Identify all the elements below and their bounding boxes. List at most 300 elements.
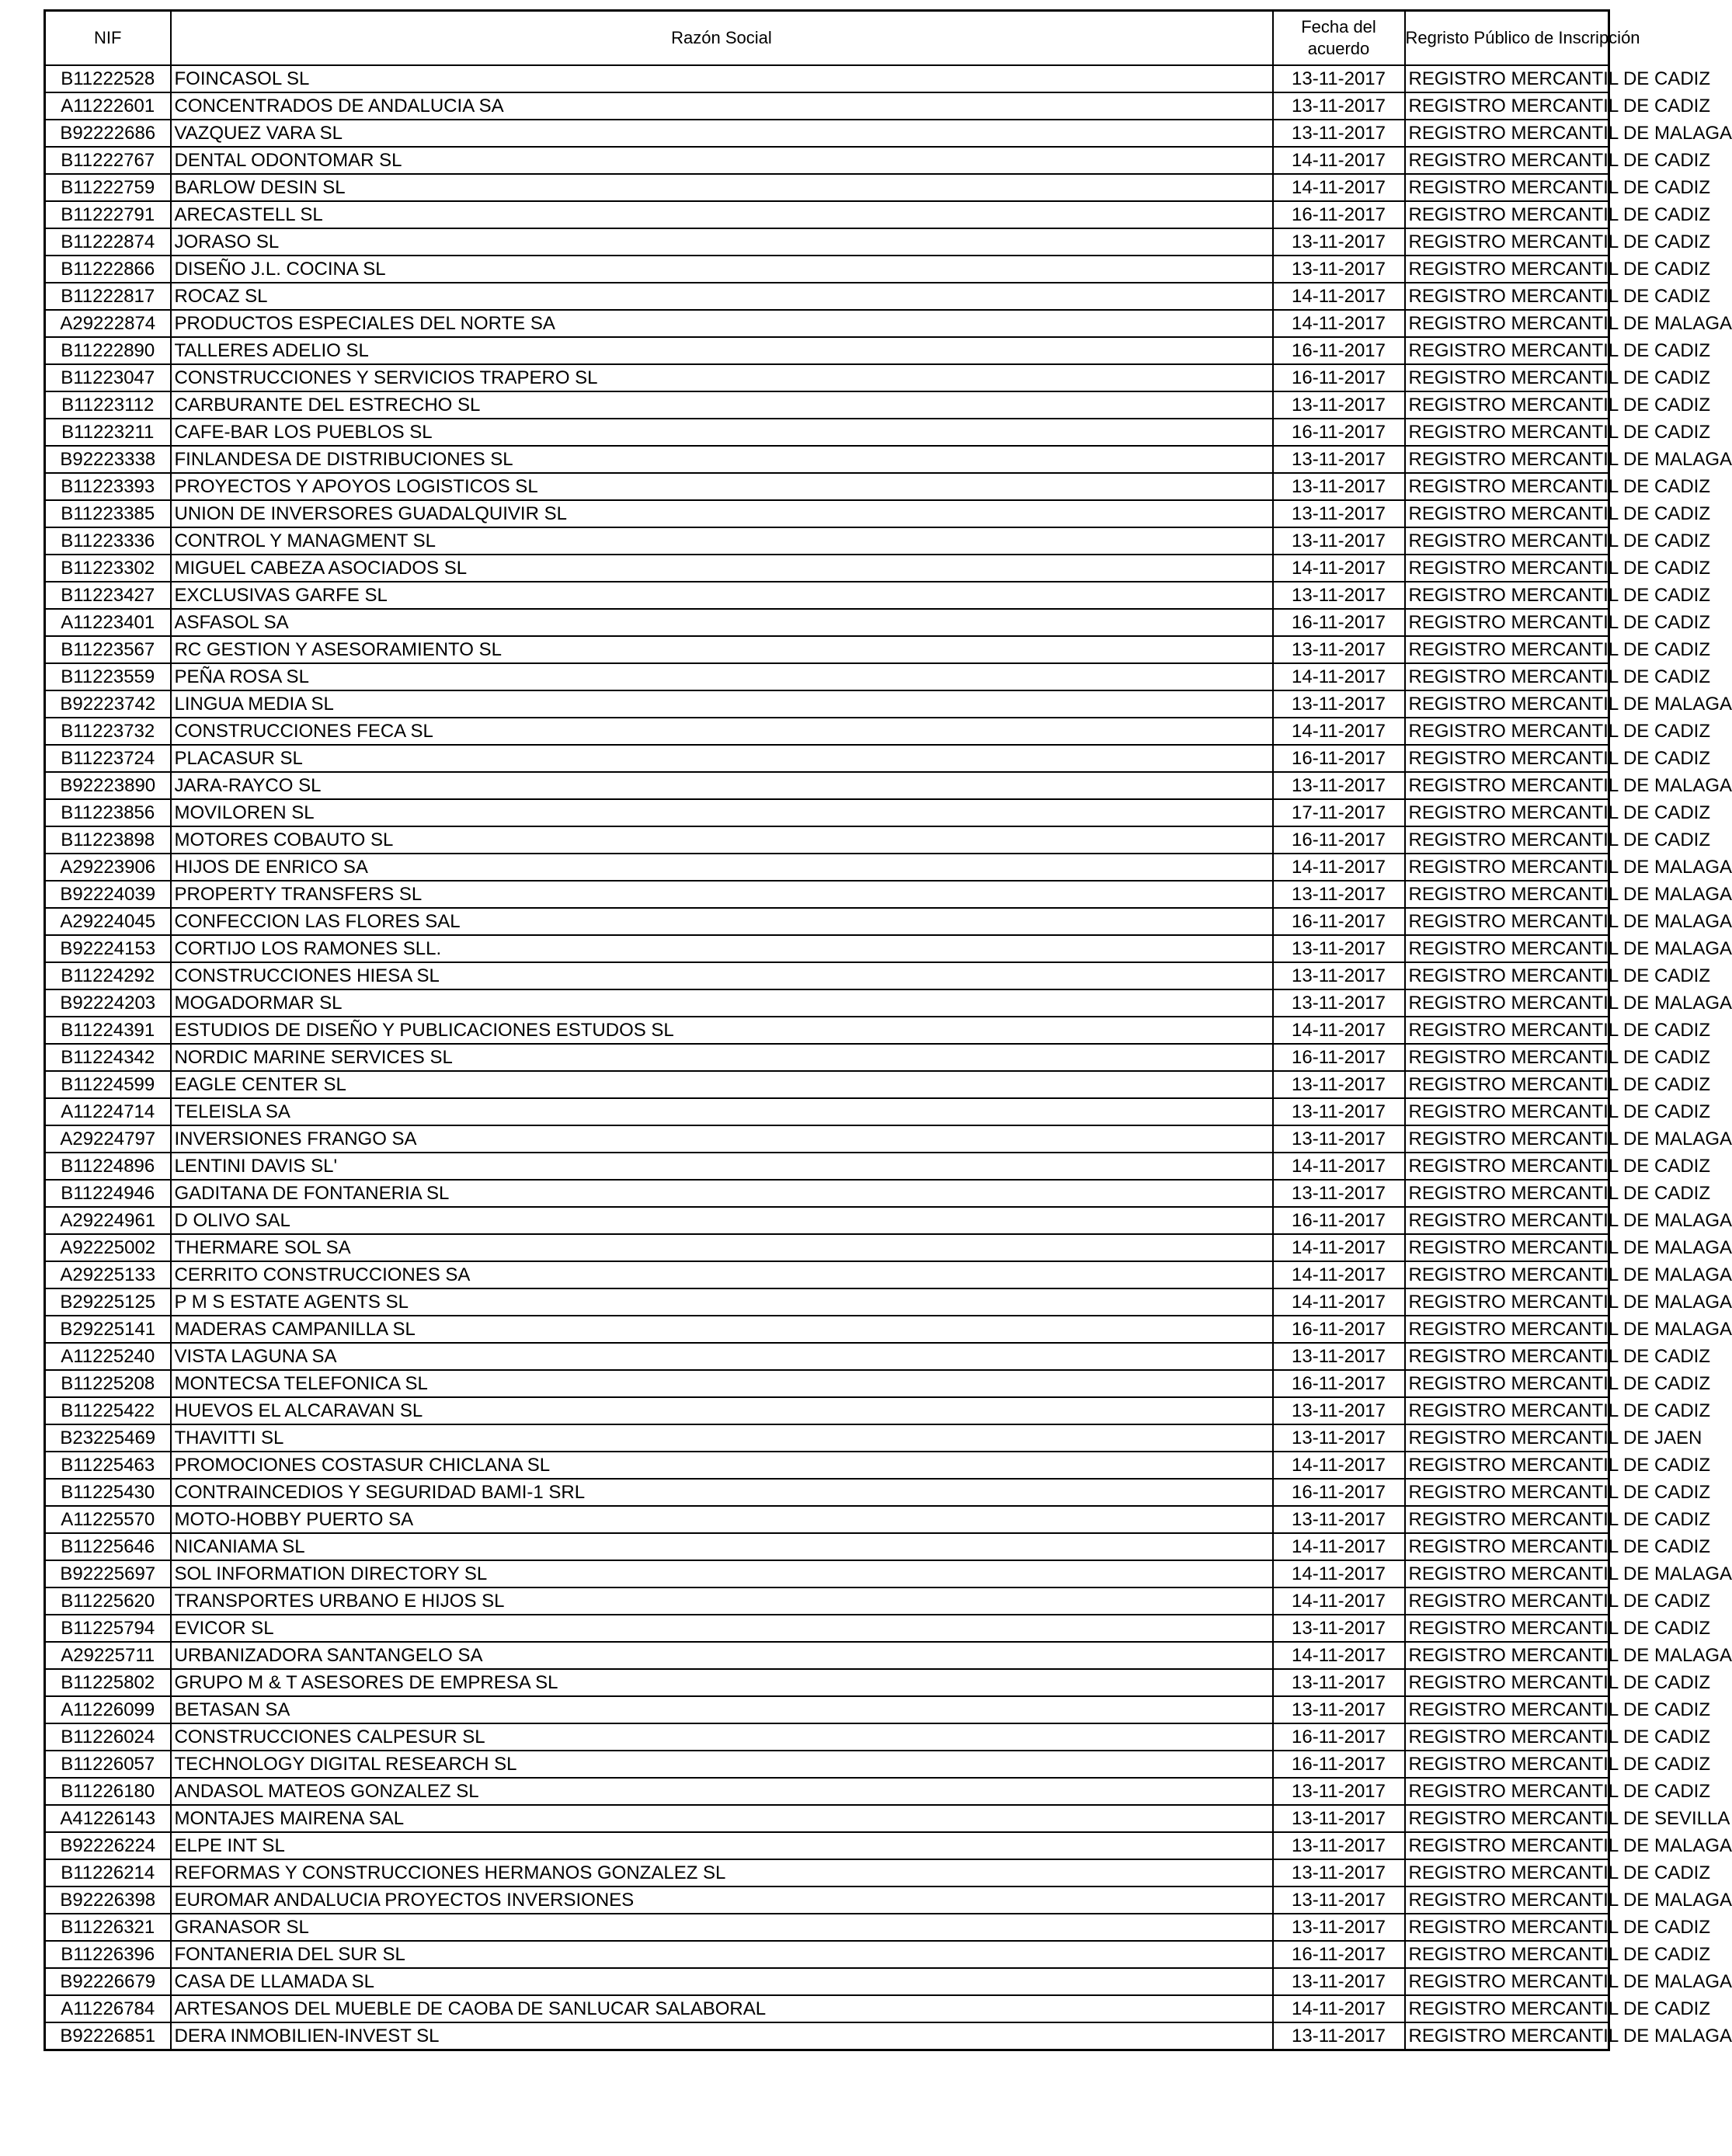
cell-fecha: 16-11-2017	[1273, 1370, 1405, 1397]
cell-fecha: 14-11-2017	[1273, 718, 1405, 745]
cell-nif: B92226679	[45, 1968, 171, 1995]
cell-fecha: 13-11-2017	[1273, 1343, 1405, 1370]
cell-nif: B11226180	[45, 1778, 171, 1805]
cell-razon-social: VISTA LAGUNA SA	[171, 1343, 1273, 1370]
cell-razon-social: THAVITTI SL	[171, 1424, 1273, 1452]
cell-registro: REGISTRO MERCANTIL DE MALAGA	[1405, 1886, 1609, 1914]
cell-nif: B11224599	[45, 1071, 171, 1098]
cell-razon-social: GRANASOR SL	[171, 1914, 1273, 1941]
cell-razon-social: DISEÑO J.L. COCINA SL	[171, 256, 1273, 283]
cell-razon-social: EAGLE CENTER SL	[171, 1071, 1273, 1098]
cell-nif: B23225469	[45, 1424, 171, 1452]
cell-fecha: 13-11-2017	[1273, 582, 1405, 609]
cell-nif: B11225208	[45, 1370, 171, 1397]
table-row	[45, 1424, 1609, 1452]
cell-razon-social: ARTESANOS DEL MUEBLE DE CAOBA DE SANLUCAR SALABORAL	[171, 1995, 1273, 2022]
cell-registro: REGISTRO MERCANTIL DE MALAGA	[1405, 1261, 1609, 1288]
cell-registro: REGISTRO MERCANTIL DE CADIZ	[1405, 609, 1609, 636]
cell-registro: REGISTRO MERCANTIL DE MALAGA	[1405, 772, 1609, 799]
cell-nif: A29222874	[45, 310, 171, 337]
cell-fecha: 16-11-2017	[1273, 609, 1405, 636]
cell-nif: B92223338	[45, 446, 171, 473]
cell-razon-social: BETASAN SA	[171, 1696, 1273, 1723]
cell-registro: REGISTRO MERCANTIL DE CADIZ	[1405, 147, 1609, 174]
table-row	[45, 609, 1609, 636]
cell-fecha: 14-11-2017	[1273, 1533, 1405, 1560]
table-row	[45, 854, 1609, 881]
cell-razon-social: CASA DE LLAMADA SL	[171, 1968, 1273, 1995]
cell-fecha: 14-11-2017	[1273, 147, 1405, 174]
cell-fecha: 13-11-2017	[1273, 228, 1405, 256]
cell-nif: B11223211	[45, 419, 171, 446]
cell-fecha: 13-11-2017	[1273, 636, 1405, 663]
cell-nif: B92224039	[45, 881, 171, 908]
table-row	[45, 283, 1609, 310]
cell-registro: REGISTRO MERCANTIL DE CADIZ	[1405, 1778, 1609, 1805]
cell-registro: REGISTRO MERCANTIL DE MALAGA	[1405, 989, 1609, 1017]
header-fecha-line1: Fecha del	[1301, 17, 1376, 37]
cell-registro: REGISTRO MERCANTIL DE CADIZ	[1405, 636, 1609, 663]
cell-fecha: 16-11-2017	[1273, 201, 1405, 228]
cell-razon-social: URBANIZADORA SANTANGELO SA	[171, 1642, 1273, 1669]
cell-razon-social: RC GESTION Y ASESORAMIENTO SL	[171, 636, 1273, 663]
cell-nif: B11224946	[45, 1180, 171, 1207]
cell-registro: REGISTRO MERCANTIL DE MALAGA	[1405, 881, 1609, 908]
cell-registro: REGISTRO MERCANTIL DE CADIZ	[1405, 826, 1609, 854]
cell-fecha: 16-11-2017	[1273, 1044, 1405, 1071]
cell-razon-social: CONSTRUCCIONES Y SERVICIOS TRAPERO SL	[171, 364, 1273, 391]
cell-fecha: 13-11-2017	[1273, 446, 1405, 473]
cell-nif: B29225141	[45, 1316, 171, 1343]
cell-razon-social: CORTIJO LOS RAMONES SLL.	[171, 935, 1273, 962]
cell-fecha: 16-11-2017	[1273, 1479, 1405, 1506]
table-row	[45, 1479, 1609, 1506]
cell-razon-social: REFORMAS Y CONSTRUCCIONES HERMANOS GONZALEZ SL	[171, 1859, 1273, 1886]
cell-razon-social: CARBURANTE DEL ESTRECHO SL	[171, 391, 1273, 419]
cell-nif: B11222791	[45, 201, 171, 228]
cell-registro: REGISTRO MERCANTIL DE CADIZ	[1405, 1669, 1609, 1696]
table-row	[45, 1288, 1609, 1316]
cell-fecha: 16-11-2017	[1273, 826, 1405, 854]
cell-nif: B11223898	[45, 826, 171, 854]
cell-razon-social: PRODUCTOS ESPECIALES DEL NORTE SA	[171, 310, 1273, 337]
table-row	[45, 473, 1609, 500]
table-row	[45, 663, 1609, 690]
cell-razon-social: PEÑA ROSA SL	[171, 663, 1273, 690]
cell-fecha: 14-11-2017	[1273, 1017, 1405, 1044]
cell-fecha: 14-11-2017	[1273, 1560, 1405, 1587]
cell-registro: REGISTRO MERCANTIL DE CADIZ	[1405, 582, 1609, 609]
cell-razon-social: MOTO-HOBBY PUERTO SA	[171, 1506, 1273, 1533]
cell-registro: REGISTRO MERCANTIL DE CADIZ	[1405, 1506, 1609, 1533]
cell-fecha: 16-11-2017	[1273, 908, 1405, 935]
cell-nif: B11222817	[45, 283, 171, 310]
cell-nif: B11222759	[45, 174, 171, 201]
cell-fecha: 13-11-2017	[1273, 962, 1405, 989]
cell-razon-social: THERMARE SOL SA	[171, 1234, 1273, 1261]
table-row	[45, 1723, 1609, 1751]
cell-razon-social: ANDASOL MATEOS GONZALEZ SL	[171, 1778, 1273, 1805]
cell-fecha: 14-11-2017	[1273, 1587, 1405, 1615]
cell-razon-social: CONSTRUCCIONES FECA SL	[171, 718, 1273, 745]
cell-razon-social: D OLIVO SAL	[171, 1207, 1273, 1234]
cell-registro: REGISTRO MERCANTIL DE CADIZ	[1405, 1615, 1609, 1642]
cell-registro: REGISTRO MERCANTIL DE MALAGA	[1405, 120, 1609, 147]
cell-registro: REGISTRO MERCANTIL DE CADIZ	[1405, 1397, 1609, 1424]
cell-nif: B11223732	[45, 718, 171, 745]
cell-fecha: 13-11-2017	[1273, 1506, 1405, 1533]
cell-registro: REGISTRO MERCANTIL DE MALAGA	[1405, 1207, 1609, 1234]
cell-registro: REGISTRO MERCANTIL DE MALAGA	[1405, 446, 1609, 473]
cell-fecha: 13-11-2017	[1273, 881, 1405, 908]
cell-nif: A11225570	[45, 1506, 171, 1533]
cell-razon-social: MONTAJES MAIRENA SAL	[171, 1805, 1273, 1832]
cell-razon-social: ARECASTELL SL	[171, 201, 1273, 228]
cell-registro: REGISTRO MERCANTIL DE MALAGA	[1405, 310, 1609, 337]
cell-fecha: 13-11-2017	[1273, 1914, 1405, 1941]
cell-fecha: 17-11-2017	[1273, 799, 1405, 826]
cell-registro: REGISTRO MERCANTIL DE CADIZ	[1405, 1723, 1609, 1751]
table-row	[45, 500, 1609, 527]
cell-fecha: 13-11-2017	[1273, 1886, 1405, 1914]
table-row	[45, 1832, 1609, 1859]
cell-registro: REGISTRO MERCANTIL DE CADIZ	[1405, 419, 1609, 446]
cell-fecha: 14-11-2017	[1273, 555, 1405, 582]
cell-nif: B11223112	[45, 391, 171, 419]
cell-nif: A11226784	[45, 1995, 171, 2022]
cell-fecha: 14-11-2017	[1273, 1642, 1405, 1669]
cell-registro: REGISTRO MERCANTIL DE CADIZ	[1405, 337, 1609, 364]
header-row	[45, 11, 1609, 66]
cell-registro: REGISTRO MERCANTIL DE CADIZ	[1405, 473, 1609, 500]
cell-fecha: 13-11-2017	[1273, 500, 1405, 527]
table-row	[45, 1370, 1609, 1397]
cell-nif: B92223742	[45, 690, 171, 718]
cell-razon-social: MIGUEL CABEZA ASOCIADOS SL	[171, 555, 1273, 582]
cell-razon-social: TELEISLA SA	[171, 1098, 1273, 1125]
cell-nif: B11222528	[45, 65, 171, 92]
cell-nif: B11226321	[45, 1914, 171, 1941]
cell-razon-social: PROPERTY TRANSFERS SL	[171, 881, 1273, 908]
table-row	[45, 364, 1609, 391]
cell-razon-social: CONCENTRADOS DE ANDALUCIA SA	[171, 92, 1273, 120]
table-row	[45, 1343, 1609, 1370]
cell-razon-social: MOGADORMAR SL	[171, 989, 1273, 1017]
cell-fecha: 14-11-2017	[1273, 1995, 1405, 2022]
cell-fecha: 13-11-2017	[1273, 1696, 1405, 1723]
table-row	[45, 228, 1609, 256]
cell-razon-social: PROYECTOS Y APOYOS LOGISTICOS SL	[171, 473, 1273, 500]
cell-registro: REGISTRO MERCANTIL DE JAEN	[1405, 1424, 1609, 1452]
cell-registro: REGISTRO MERCANTIL DE CADIZ	[1405, 500, 1609, 527]
table-row	[45, 1886, 1609, 1914]
header-registro: Regristo Público de Inscripción	[1405, 11, 1609, 66]
cell-registro: REGISTRO MERCANTIL DE CADIZ	[1405, 1343, 1609, 1370]
cell-nif: A92225002	[45, 1234, 171, 1261]
cell-nif: B11225430	[45, 1479, 171, 1506]
table-row	[45, 881, 1609, 908]
cell-fecha: 16-11-2017	[1273, 1207, 1405, 1234]
cell-registro: REGISTRO MERCANTIL DE CADIZ	[1405, 1751, 1609, 1778]
cell-razon-social: MOTORES COBAUTO SL	[171, 826, 1273, 854]
cell-razon-social: JARA-RAYCO SL	[171, 772, 1273, 799]
table-row	[45, 527, 1609, 555]
table-row	[45, 1941, 1609, 1968]
cell-registro: REGISTRO MERCANTIL DE CADIZ	[1405, 1587, 1609, 1615]
table-row	[45, 1751, 1609, 1778]
cell-nif: B11225463	[45, 1452, 171, 1479]
table-row	[45, 446, 1609, 473]
cell-nif: B11224391	[45, 1017, 171, 1044]
cell-fecha: 13-11-2017	[1273, 65, 1405, 92]
cell-razon-social: EXCLUSIVAS GARFE SL	[171, 582, 1273, 609]
table-row	[45, 1669, 1609, 1696]
cell-registro: REGISTRO MERCANTIL DE CADIZ	[1405, 527, 1609, 555]
cell-fecha: 16-11-2017	[1273, 1316, 1405, 1343]
table-row	[45, 1778, 1609, 1805]
cell-razon-social: NORDIC MARINE SERVICES SL	[171, 1044, 1273, 1071]
cell-fecha: 13-11-2017	[1273, 1098, 1405, 1125]
cell-fecha: 14-11-2017	[1273, 1288, 1405, 1316]
table-row	[45, 174, 1609, 201]
cell-razon-social: PLACASUR SL	[171, 745, 1273, 772]
cell-nif: B11226396	[45, 1941, 171, 1968]
cell-registro: REGISTRO MERCANTIL DE MALAGA	[1405, 1288, 1609, 1316]
cell-razon-social: FOINCASOL SL	[171, 65, 1273, 92]
registry-table	[43, 9, 1732, 2051]
cell-registro: REGISTRO MERCANTIL DE CADIZ	[1405, 1044, 1609, 1071]
cell-razon-social: ELPE INT SL	[171, 1832, 1273, 1859]
cell-registro: REGISTRO MERCANTIL DE CADIZ	[1405, 1533, 1609, 1560]
cell-nif: B11224292	[45, 962, 171, 989]
cell-razon-social: INVERSIONES FRANGO SA	[171, 1125, 1273, 1153]
cell-nif: B11225422	[45, 1397, 171, 1424]
cell-nif: B11225620	[45, 1587, 171, 1615]
table-row	[45, 772, 1609, 799]
table-row	[45, 582, 1609, 609]
cell-fecha: 14-11-2017	[1273, 310, 1405, 337]
cell-nif: B29225125	[45, 1288, 171, 1316]
cell-nif: A29225133	[45, 1261, 171, 1288]
cell-fecha: 13-11-2017	[1273, 772, 1405, 799]
table-row	[45, 718, 1609, 745]
cell-registro: REGISTRO MERCANTIL DE MALAGA	[1405, 1968, 1609, 1995]
table-row	[45, 989, 1609, 1017]
table-row	[45, 1207, 1609, 1234]
cell-nif: A41226143	[45, 1805, 171, 1832]
cell-razon-social: LENTINI DAVIS SL'	[171, 1153, 1273, 1180]
cell-razon-social: UNION DE INVERSORES GUADALQUIVIR SL	[171, 500, 1273, 527]
cell-fecha: 14-11-2017	[1273, 854, 1405, 881]
cell-nif: A29224961	[45, 1207, 171, 1234]
cell-nif: B11223336	[45, 527, 171, 555]
table-row	[45, 1234, 1609, 1261]
cell-registro: REGISTRO MERCANTIL DE CADIZ	[1405, 1452, 1609, 1479]
cell-registro: REGISTRO MERCANTIL DE MALAGA	[1405, 1125, 1609, 1153]
cell-fecha: 13-11-2017	[1273, 2022, 1405, 2050]
cell-nif: A29224045	[45, 908, 171, 935]
cell-fecha: 16-11-2017	[1273, 745, 1405, 772]
cell-fecha: 14-11-2017	[1273, 1452, 1405, 1479]
cell-nif: B92226398	[45, 1886, 171, 1914]
table-row	[45, 1805, 1609, 1832]
cell-nif: B92226224	[45, 1832, 171, 1859]
cell-nif: A11226099	[45, 1696, 171, 1723]
cell-nif: B11223047	[45, 364, 171, 391]
table-row	[45, 391, 1609, 419]
cell-nif: B11222767	[45, 147, 171, 174]
cell-razon-social: HUEVOS EL ALCARAVAN SL	[171, 1397, 1273, 1424]
cell-fecha: 14-11-2017	[1273, 1261, 1405, 1288]
cell-registro: REGISTRO MERCANTIL DE CADIZ	[1405, 1859, 1609, 1886]
cell-fecha: 16-11-2017	[1273, 1751, 1405, 1778]
cell-nif: B92223890	[45, 772, 171, 799]
table-row	[45, 1261, 1609, 1288]
cell-fecha: 13-11-2017	[1273, 1180, 1405, 1207]
table-row	[45, 1180, 1609, 1207]
header-fecha-acuerdo	[1273, 11, 1405, 66]
cell-registro: REGISTRO MERCANTIL DE CADIZ	[1405, 1098, 1609, 1125]
cell-nif: B11226057	[45, 1751, 171, 1778]
cell-razon-social: ESTUDIOS DE DISEÑO Y PUBLICACIONES ESTUDOS SL	[171, 1017, 1273, 1044]
cell-fecha: 16-11-2017	[1273, 364, 1405, 391]
cell-nif: B11223427	[45, 582, 171, 609]
cell-razon-social: FINLANDESA DE DISTRIBUCIONES SL	[171, 446, 1273, 473]
cell-razon-social: PROMOCIONES COSTASUR CHICLANA SL	[171, 1452, 1273, 1479]
cell-fecha: 13-11-2017	[1273, 989, 1405, 1017]
cell-fecha: 13-11-2017	[1273, 527, 1405, 555]
cell-razon-social: FONTANERIA DEL SUR SL	[171, 1941, 1273, 1968]
cell-registro: REGISTRO MERCANTIL DE CADIZ	[1405, 228, 1609, 256]
cell-registro: REGISTRO MERCANTIL DE CADIZ	[1405, 1180, 1609, 1207]
cell-registro: REGISTRO MERCANTIL DE CADIZ	[1405, 962, 1609, 989]
table-row	[45, 1125, 1609, 1153]
cell-fecha: 13-11-2017	[1273, 1397, 1405, 1424]
table-row	[45, 1506, 1609, 1533]
table-row	[45, 1397, 1609, 1424]
cell-razon-social: DERA INMOBILIEN-INVEST SL	[171, 2022, 1273, 2050]
cell-registro: REGISTRO MERCANTIL DE CADIZ	[1405, 364, 1609, 391]
cell-registro: REGISTRO MERCANTIL DE CADIZ	[1405, 718, 1609, 745]
cell-fecha: 13-11-2017	[1273, 1778, 1405, 1805]
header-nif: NIF	[45, 11, 171, 66]
cell-nif: B92226851	[45, 2022, 171, 2050]
header-razon-social: Razón Social	[171, 11, 1273, 66]
table-row	[45, 256, 1609, 283]
cell-razon-social: CONSTRUCCIONES HIESA SL	[171, 962, 1273, 989]
table-row	[45, 1615, 1609, 1642]
cell-registro: REGISTRO MERCANTIL DE MALAGA	[1405, 1316, 1609, 1343]
table-row	[45, 1587, 1609, 1615]
cell-razon-social: GRUPO M & T ASESORES DE EMPRESA SL	[171, 1669, 1273, 1696]
table-body	[45, 65, 1732, 2050]
table-row	[45, 745, 1609, 772]
cell-fecha: 13-11-2017	[1273, 1071, 1405, 1098]
cell-razon-social: JORASO SL	[171, 228, 1273, 256]
cell-registro: REGISTRO MERCANTIL DE CADIZ	[1405, 1017, 1609, 1044]
cell-nif: B11223559	[45, 663, 171, 690]
table-row	[45, 1995, 1609, 2022]
cell-razon-social: CONTROL Y MANAGMENT SL	[171, 527, 1273, 555]
cell-nif: B11223856	[45, 799, 171, 826]
cell-nif: A29224797	[45, 1125, 171, 1153]
cell-razon-social: CERRITO CONSTRUCCIONES SA	[171, 1261, 1273, 1288]
table-row	[45, 1533, 1609, 1560]
table-row	[45, 201, 1609, 228]
cell-fecha: 14-11-2017	[1273, 1234, 1405, 1261]
table-row	[45, 636, 1609, 663]
table-row	[45, 419, 1609, 446]
cell-nif: B11222890	[45, 337, 171, 364]
cell-nif: B11226024	[45, 1723, 171, 1751]
table-row	[45, 908, 1609, 935]
cell-razon-social: P M S ESTATE AGENTS SL	[171, 1288, 1273, 1316]
cell-registro: REGISTRO MERCANTIL DE MALAGA	[1405, 2022, 1609, 2050]
cell-fecha: 16-11-2017	[1273, 337, 1405, 364]
cell-nif: B92224153	[45, 935, 171, 962]
cell-razon-social: EUROMAR ANDALUCIA PROYECTOS INVERSIONES	[171, 1886, 1273, 1914]
cell-registro: REGISTRO MERCANTIL DE CADIZ	[1405, 1370, 1609, 1397]
table-row	[45, 1017, 1609, 1044]
cell-fecha: 13-11-2017	[1273, 1859, 1405, 1886]
cell-nif: A11223401	[45, 609, 171, 636]
cell-fecha: 14-11-2017	[1273, 663, 1405, 690]
table-row	[45, 147, 1609, 174]
cell-nif: A29225711	[45, 1642, 171, 1669]
cell-registro: REGISTRO MERCANTIL DE SEVILLA	[1405, 1805, 1609, 1832]
cell-nif: A11225240	[45, 1343, 171, 1370]
cell-registro: REGISTRO MERCANTIL DE CADIZ	[1405, 1995, 1609, 2022]
cell-fecha: 16-11-2017	[1273, 1723, 1405, 1751]
cell-fecha: 13-11-2017	[1273, 120, 1405, 147]
header-fecha-line2: acuerdo	[1307, 39, 1370, 58]
table-row	[45, 1044, 1609, 1071]
cell-razon-social: HIJOS DE ENRICO SA	[171, 854, 1273, 881]
cell-nif: B11223724	[45, 745, 171, 772]
cell-nif: B92224203	[45, 989, 171, 1017]
cell-nif: A11222601	[45, 92, 171, 120]
cell-razon-social: LINGUA MEDIA SL	[171, 690, 1273, 718]
cell-registro: REGISTRO MERCANTIL DE CADIZ	[1405, 555, 1609, 582]
cell-registro: REGISTRO MERCANTIL DE CADIZ	[1405, 1941, 1609, 1968]
cell-razon-social: MONTECSA TELEFONICA SL	[171, 1370, 1273, 1397]
cell-fecha: 13-11-2017	[1273, 92, 1405, 120]
cell-razon-social: CONSTRUCCIONES CALPESUR SL	[171, 1723, 1273, 1751]
cell-nif: A11224714	[45, 1098, 171, 1125]
cell-registro: REGISTRO MERCANTIL DE MALAGA	[1405, 1832, 1609, 1859]
cell-razon-social: CONTRAINCEDIOS Y SEGURIDAD BAMI-1 SRL	[171, 1479, 1273, 1506]
cell-registro: REGISTRO MERCANTIL DE CADIZ	[1405, 1153, 1609, 1180]
cell-registro: REGISTRO MERCANTIL DE CADIZ	[1405, 799, 1609, 826]
table-row	[45, 65, 1609, 92]
cell-fecha: 16-11-2017	[1273, 1941, 1405, 1968]
table-row	[45, 2022, 1609, 2050]
cell-fecha: 13-11-2017	[1273, 690, 1405, 718]
cell-nif: B11223302	[45, 555, 171, 582]
table-row	[45, 1859, 1609, 1886]
table-row	[45, 337, 1609, 364]
cell-razon-social: NICANIAMA SL	[171, 1533, 1273, 1560]
table-row	[45, 962, 1609, 989]
cell-registro: REGISTRO MERCANTIL DE CADIZ	[1405, 1479, 1609, 1506]
table-row	[45, 935, 1609, 962]
cell-registro: REGISTRO MERCANTIL DE CADIZ	[1405, 745, 1609, 772]
cell-fecha: 14-11-2017	[1273, 174, 1405, 201]
cell-registro: REGISTRO MERCANTIL DE CADIZ	[1405, 201, 1609, 228]
cell-registro: REGISTRO MERCANTIL DE CADIZ	[1405, 92, 1609, 120]
cell-razon-social: MADERAS CAMPANILLA SL	[171, 1316, 1273, 1343]
cell-fecha: 13-11-2017	[1273, 1805, 1405, 1832]
